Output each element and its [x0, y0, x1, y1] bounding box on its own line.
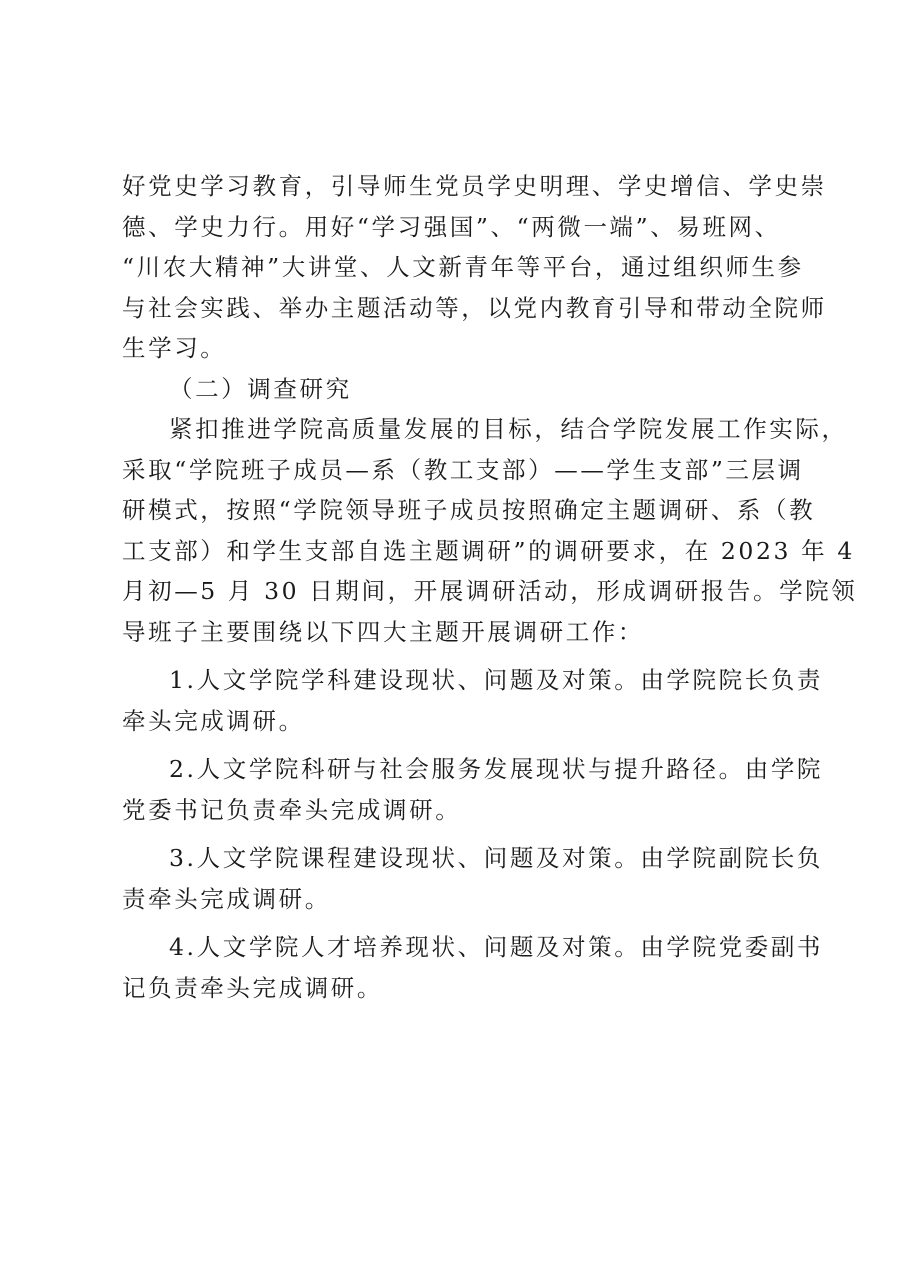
text-line: 生学习。	[122, 334, 227, 362]
text-line: 党委书记负责牵头完成调研。	[122, 795, 462, 824]
document-page	[122, 166, 858, 1008]
list-item-2	[122, 749, 824, 830]
text-line: 与社会实践、举办主题活动等，以党内教育引导和带动全院师	[122, 293, 827, 322]
list-item-3	[122, 838, 824, 919]
heading-text: （二）调查研究	[169, 374, 352, 403]
section-heading	[122, 369, 794, 410]
text-line: 工支部）和学生支部自选主题调研”的调研要求，在 2023 年 4	[122, 536, 855, 565]
text-line: 紧扣推进学院高质量发展的目标，结合学院发展工作实际，	[169, 415, 848, 443]
research-paragraph	[122, 409, 858, 652]
text-line: 月初—5 月 30 日期间，开展调研活动，形成调研报告。学院领	[122, 577, 858, 605]
text-line: 3.人文学院课程建设现状、问题及对策。由学院副院长负	[169, 844, 824, 872]
text-line: 1.人文学院学科建设现状、问题及对策。由学院院长负责	[169, 666, 824, 694]
text-line: 导班子主要围绕以下四大主题开展调研工作：	[122, 617, 644, 646]
text-line: 德、学史力行。用好“学习强国”、“两微一端”、易班网、	[122, 212, 781, 241]
text-line: 记负责牵头完成调研。	[122, 973, 383, 1002]
text-line: 牵头完成调研。	[122, 706, 305, 735]
text-line: 好党史学习教育，引导师生党员学史明理、学史增信、学史崇	[122, 172, 827, 200]
text-line: 研模式，按照“学院领导班子成员按照确定主题调研、系（教	[122, 496, 816, 524]
text-line: 2.人文学院科研与社会服务发展现状与提升路径。由学院	[169, 755, 824, 783]
text-line: 4.人文学院人才培养现状、问题及对策。由学院党委副书	[169, 933, 824, 961]
list-item-4	[122, 927, 824, 1008]
text-line: 责牵头完成调研。	[122, 884, 331, 913]
intro-paragraph	[122, 166, 827, 369]
text-line: “川农大精神”大讲堂、人文新青年等平台，通过组织师生参	[122, 253, 804, 281]
list-item-1	[122, 660, 824, 741]
text-line: 采取“学院班子成员—系（教工支部）——学生支部”三层调	[122, 455, 804, 484]
